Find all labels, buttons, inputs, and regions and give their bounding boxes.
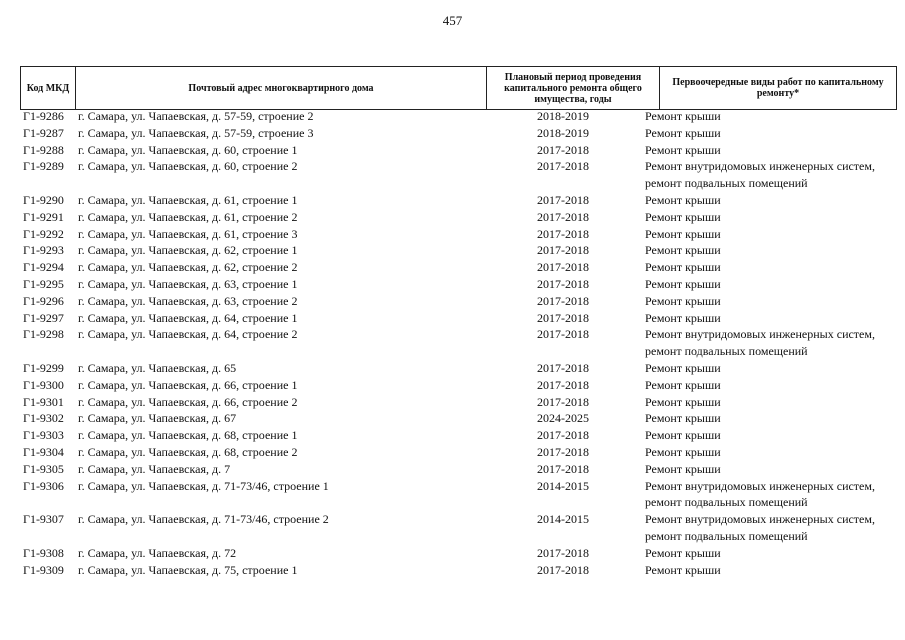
table-row [0,360,905,377]
table-row [0,444,905,461]
row-work [645,310,721,327]
row-work-line: Ремонт крыши [645,394,721,409]
row-work [645,226,721,243]
header-address: Почтовый адрес многоквартирного дома [75,67,486,109]
row-work [645,276,721,293]
row-work-line: Ремонт крыши [645,377,721,392]
table-row [0,226,905,243]
row-code: Г1-9297 [23,310,64,325]
row-address: г. Самара, ул. Чапаевская, д. 61, строение 2 [78,209,298,224]
row-code: Г1-9298 [23,327,64,342]
row-work [645,562,721,579]
row-period: 2017-2018 [537,260,589,275]
row-work-line: Ремонт внутридомовых инженерных систем, [645,327,875,342]
row-address: г. Самара, ул. Чапаевская, д. 75, строение 1 [78,562,298,577]
row-work [645,461,721,478]
row-code: Г1-9304 [23,444,64,459]
row-address: г. Самара, ул. Чапаевская, д. 60, строение 1 [78,142,298,157]
row-code: Г1-9305 [23,461,64,476]
row-address: г. Самара, ул. Чапаевская, д. 7 [78,461,231,476]
page-number: 457 [442,13,463,28]
row-period: 2018-2019 [537,109,589,123]
header-work: Первоочередные виды работ по капитальному ремонту* [659,67,897,109]
table-row [0,326,905,360]
row-work [645,158,875,192]
row-work-line: Ремонт крыши [645,209,721,224]
row-work [645,377,721,394]
row-work-line: Ремонт внутридомовых инженерных систем, [645,512,875,527]
row-address: г. Самара, ул. Чапаевская, д. 62, строение 1 [78,243,298,258]
row-code: Г1-9287 [23,125,64,140]
table-row [0,377,905,394]
row-work-line: Ремонт крыши [645,310,721,325]
row-code: Г1-9295 [23,276,64,291]
row-period: 2017-2018 [537,192,589,207]
row-address: г. Самара, ул. Чапаевская, д. 71-73/46, строение 1 [78,478,329,493]
row-address: г. Самара, ул. Чапаевская, д. 66, строение 1 [78,377,298,392]
row-period: 2017-2018 [537,226,589,241]
row-address: г. Самара, ул. Чапаевская, д. 67 [78,411,237,426]
row-work-line: Ремонт крыши [645,545,721,560]
row-address: г. Самара, ул. Чапаевская, д. 63, строение 2 [78,293,298,308]
row-period: 2024-2025 [537,411,589,426]
row-work-line: Ремонт крыши [645,428,721,443]
table-row [0,276,905,293]
row-period: 2017-2018 [537,444,589,459]
row-work-line: Ремонт крыши [645,226,721,241]
row-code: Г1-9306 [23,478,64,493]
row-work [645,209,721,226]
row-address: г. Самара, ул. Чапаевская, д. 60, строение 2 [78,159,298,174]
table-row [0,427,905,444]
row-period: 2017-2018 [537,276,589,291]
row-work-line: Ремонт крыши [645,293,721,308]
row-period: 2014-2015 [537,478,589,493]
table-row [0,461,905,478]
row-work [645,125,721,142]
row-work [645,242,721,259]
row-work-line: Ремонт крыши [645,360,721,375]
table-body [0,108,905,578]
row-address: г. Самара, ул. Чапаевская, д. 65 [78,360,237,375]
row-period: 2017-2018 [537,562,589,577]
row-address: г. Самара, ул. Чапаевская, д. 68, строение 1 [78,428,298,443]
row-address: г. Самара, ул. Чапаевская, д. 71-73/46, строение 2 [78,512,329,527]
row-work-line: Ремонт крыши [645,125,721,140]
row-work-line: Ремонт внутридомовых инженерных систем, [645,159,875,174]
row-code: Г1-9286 [23,109,64,123]
row-work [645,360,721,377]
row-work-line: ремонт подвальных помещений [645,528,808,543]
table-row [0,562,905,579]
table-row [0,209,905,226]
row-work [645,394,721,411]
row-work [645,444,721,461]
row-period: 2017-2018 [537,159,589,174]
table-row [0,259,905,276]
row-work [645,192,721,209]
row-work-line: Ремонт крыши [645,109,721,123]
row-work-line: Ремонт крыши [645,243,721,258]
table-row [0,158,905,192]
row-period: 2017-2018 [537,243,589,258]
row-address: г. Самара, ул. Чапаевская, д. 61, строение 3 [78,226,298,241]
row-work-line: Ремонт крыши [645,444,721,459]
row-work-line: Ремонт крыши [645,461,721,476]
header-period: Плановый период проведения капитального ремонта общего имущества, годы [486,67,659,109]
row-code: Г1-9301 [23,394,64,409]
table-row [0,394,905,411]
row-code: Г1-9307 [23,512,64,527]
row-work-line: Ремонт крыши [645,260,721,275]
row-work [645,293,721,310]
row-period: 2014-2015 [537,512,589,527]
row-work-line: Ремонт крыши [645,411,721,426]
row-code: Г1-9289 [23,159,64,174]
row-work-line: Ремонт внутридомовых инженерных систем, [645,478,875,493]
row-code: Г1-9303 [23,428,64,443]
row-period: 2017-2018 [537,142,589,157]
row-work [645,326,875,360]
row-period: 2017-2018 [537,327,589,342]
row-code: Г1-9291 [23,209,64,224]
row-work [645,545,721,562]
row-address: г. Самара, ул. Чапаевская, д. 61, строение 1 [78,192,298,207]
row-period: 2017-2018 [537,428,589,443]
row-address: г. Самара, ул. Чапаевская, д. 72 [78,545,237,560]
row-work [645,478,875,512]
row-code: Г1-9308 [23,545,64,560]
table-row [0,108,905,125]
table-header [20,66,897,110]
row-address: г. Самара, ул. Чапаевская, д. 62, строение 2 [78,260,298,275]
row-period: 2017-2018 [537,377,589,392]
table-row [0,125,905,142]
row-code: Г1-9300 [23,377,64,392]
table-row [0,142,905,159]
row-work [645,511,875,545]
row-period: 2017-2018 [537,461,589,476]
row-period: 2017-2018 [537,545,589,560]
row-code: Г1-9296 [23,293,64,308]
row-code: Г1-9294 [23,260,64,275]
row-period: 2017-2018 [537,310,589,325]
row-work [645,108,721,125]
row-code: Г1-9288 [23,142,64,157]
row-address: г. Самара, ул. Чапаевская, д. 57-59, строение 2 [78,109,314,123]
row-work-line: ремонт подвальных помещений [645,176,808,191]
table-row [0,293,905,310]
table-row [0,410,905,427]
row-address: г. Самара, ул. Чапаевская, д. 68, строение 2 [78,444,298,459]
row-code: Г1-9309 [23,562,64,577]
header-code: Код МКД [20,67,75,109]
row-code: Г1-9299 [23,360,64,375]
table-row [0,545,905,562]
row-work [645,259,721,276]
row-work-line: Ремонт крыши [645,142,721,157]
row-work [645,142,721,159]
table-row [0,310,905,327]
row-code: Г1-9302 [23,411,64,426]
row-work-line: Ремонт крыши [645,276,721,291]
row-work [645,427,721,444]
row-period: 2018-2019 [537,125,589,140]
row-period: 2017-2018 [537,209,589,224]
table-row [0,478,905,512]
row-period: 2017-2018 [537,293,589,308]
row-work-line: Ремонт крыши [645,192,721,207]
row-code: Г1-9292 [23,226,64,241]
row-address: г. Самара, ул. Чапаевская, д. 63, строение 1 [78,276,298,291]
row-address: г. Самара, ул. Чапаевская, д. 64, строение 2 [78,327,298,342]
row-address: г. Самара, ул. Чапаевская, д. 57-59, строение 3 [78,125,314,140]
row-work-line: ремонт подвальных помещений [645,344,808,359]
row-work-line: Ремонт крыши [645,562,721,577]
row-period: 2017-2018 [537,394,589,409]
table-row [0,192,905,209]
row-period: 2017-2018 [537,360,589,375]
table-row [0,242,905,259]
table-row [0,511,905,545]
row-work [645,410,721,427]
row-code: Г1-9290 [23,192,64,207]
row-address: г. Самара, ул. Чапаевская, д. 66, строение 2 [78,394,298,409]
row-code: Г1-9293 [23,243,64,258]
row-work-line: ремонт подвальных помещений [645,495,808,510]
row-address: г. Самара, ул. Чапаевская, д. 64, строение 1 [78,310,298,325]
